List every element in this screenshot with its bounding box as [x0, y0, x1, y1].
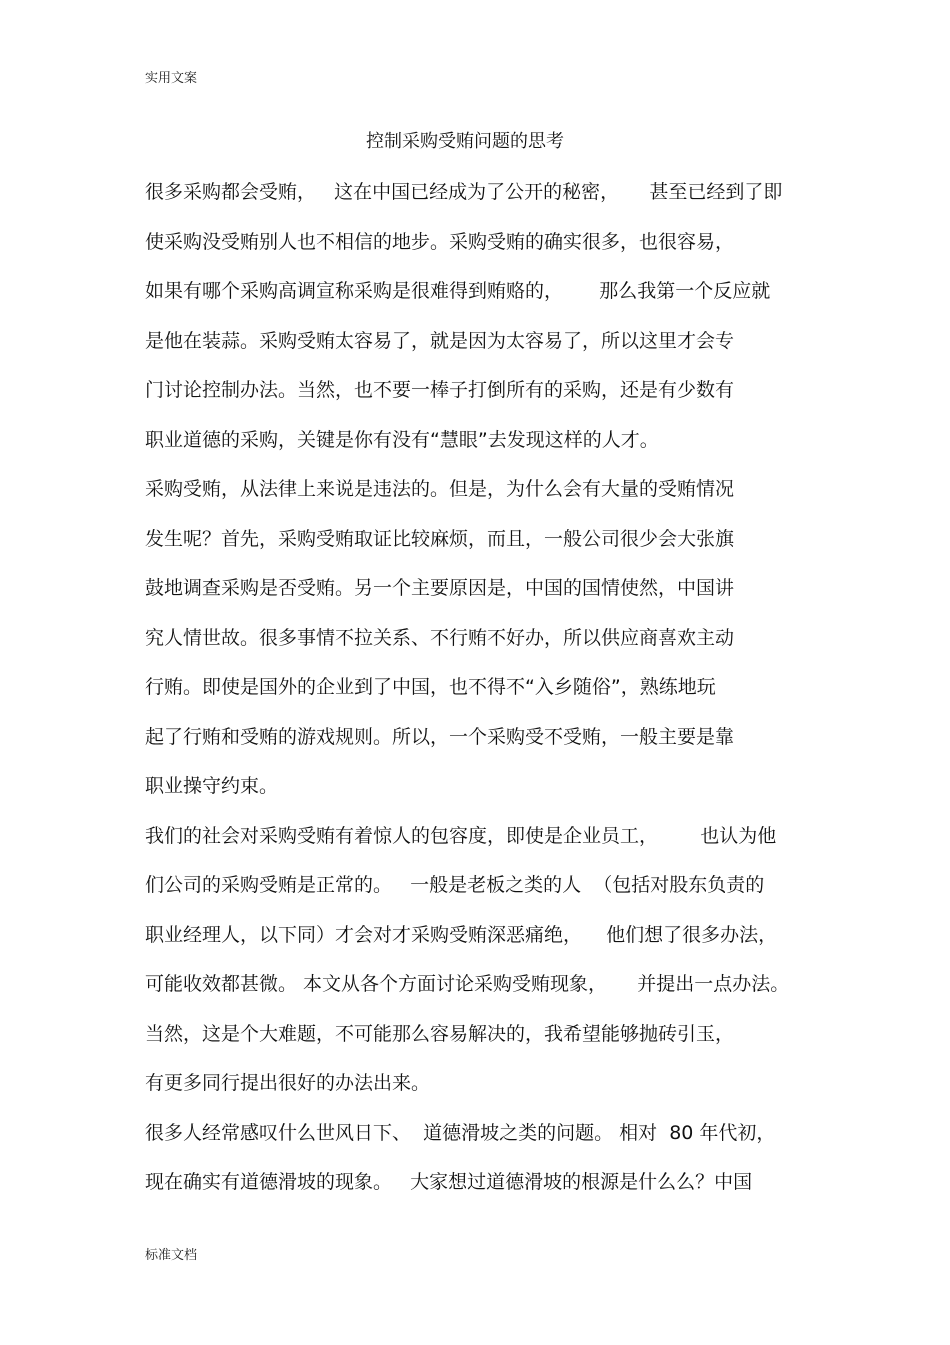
- body-line: 有更多同行提出很好的办法出来。: [145, 1072, 431, 1094]
- body-line: 行贿。即使是国外的企业到了中国，也不得不“入乡随俗”，熟练地玩: [145, 676, 716, 698]
- document-title: 控制采购受贿问题的思考: [366, 131, 564, 152]
- body-line: 现在确实有道德滑坡的现象。 大家想过道德滑坡的根源是什么么？中国: [145, 1171, 753, 1193]
- body-line: 发生呢？首先，采购受贿取证比较麻烦，而且，一般公司很少会大张旗: [145, 527, 735, 550]
- body-line: 是他在装蒜。采购受贿太容易了，就是因为太容易了，所以这里才会专: [145, 329, 735, 352]
- body-line: 采购受贿，从法律上来说是违法的。但是，为什么会有大量的受贿情况: [145, 478, 735, 500]
- body-line: 们公司的采购受贿是正常的。 一般是老板之类的人 （包括对股东负责的: [145, 874, 765, 896]
- body-line: 如果有哪个采购高调宣称采购是很难得到贿赂的， 那么我第一个反应就: [145, 280, 771, 302]
- body-line: 我们的社会对采购受贿有着惊人的包容度，即使是企业员工， 也认为他: [145, 824, 777, 847]
- body-line: 职业操守约束。: [145, 775, 279, 797]
- document-body: [145, 176, 815, 1216]
- page-footer-label: 标准文档: [145, 1248, 198, 1263]
- body-line: 当然，这是个大难题，不可能那么容易解决的，我希望能够抛砖引玉，: [145, 1022, 735, 1045]
- body-line: 很多人经常感叹什么世风日下、 道德滑坡之类的问题。 相对 80 年代初，: [145, 1121, 776, 1144]
- body-line: 职业道德的采购，关键是你有没有“慧眼”去发现这样的人才。: [145, 428, 659, 451]
- body-line: 职业经理人，以下同）才会对才采购受贿深恶痛绝， 他们想了很多办法，: [145, 923, 778, 946]
- body-line: 很多采购都会受贿， 这在中国已经成为了公开的秘密， 甚至已经到了即: [145, 181, 783, 203]
- page-header-label: 实用文案: [145, 71, 198, 86]
- body-line: 究人情世故。很多事情不拉关系、不行贿不好办，所以供应商喜欢主动: [145, 626, 735, 649]
- body-line: 可能收效都甚微。 本文从各个方面讨论采购受贿现象， 并提出一点办法。: [145, 973, 790, 995]
- body-line: 门讨论控制办法。当然，也不要一棒子打倒所有的采购，还是有少数有: [145, 379, 735, 401]
- body-line: 起了行贿和受贿的游戏规则。所以，一个采购受不受贿，一般主要是靠: [145, 725, 735, 748]
- body-line: 鼓地调查采购是否受贿。另一个主要原因是，中国的国情使然，中国讲: [145, 577, 735, 599]
- body-line: 使采购没受贿别人也不相信的地步。采购受贿的确实很多，也很容易，: [145, 230, 735, 253]
